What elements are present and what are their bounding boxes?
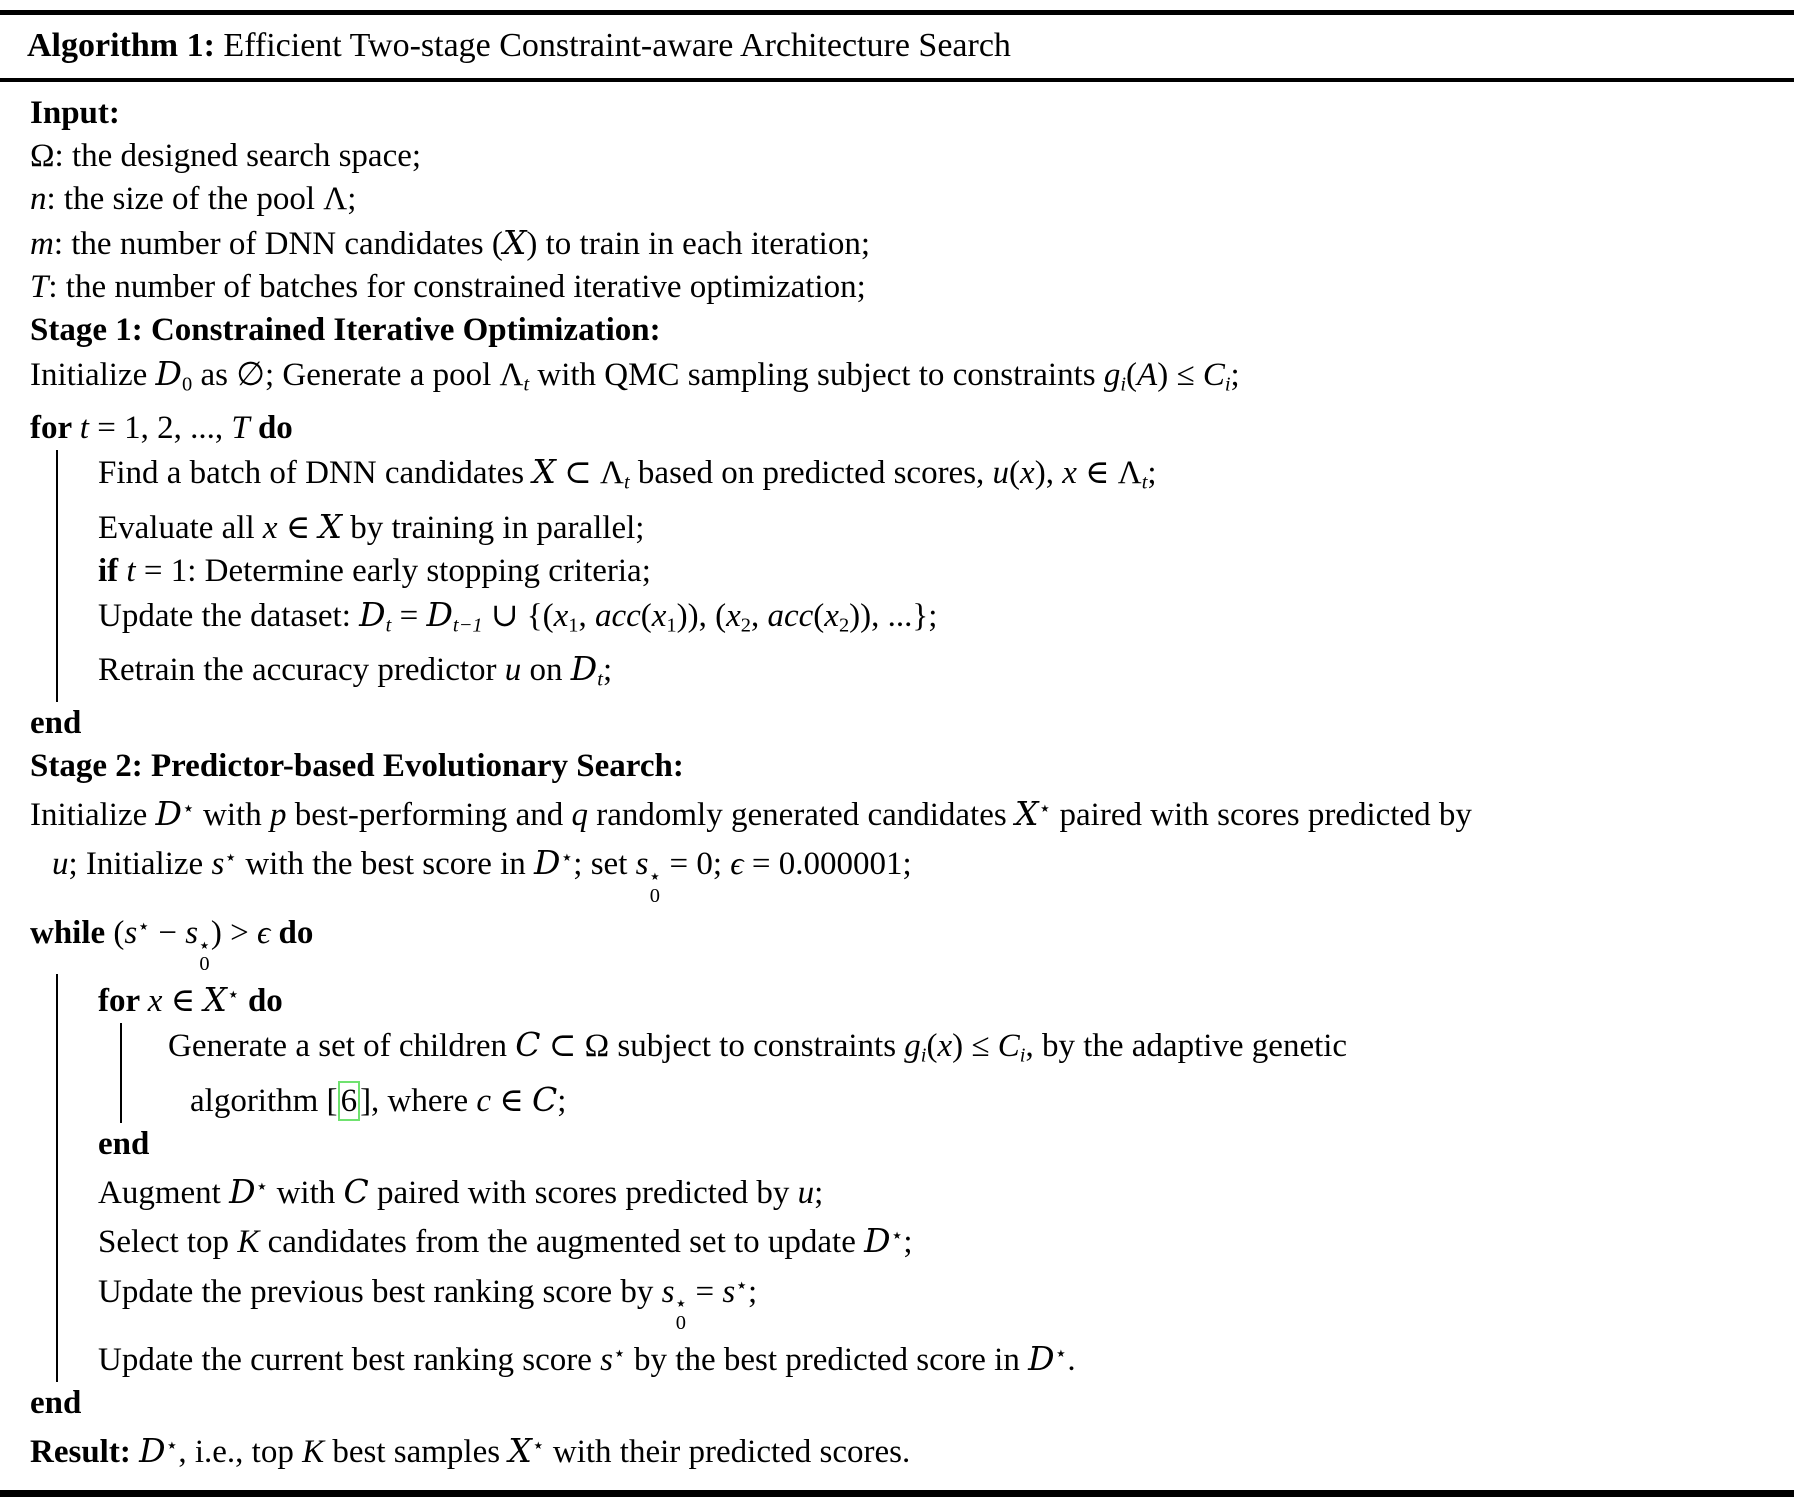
line-text: t	[597, 669, 603, 692]
line-text: ∈	[162, 983, 204, 1020]
line-text: 1	[568, 614, 579, 637]
line-text: p	[269, 797, 287, 834]
algorithm-line	[30, 837, 1778, 905]
line-text: C	[515, 1025, 541, 1065]
line-text: candidates from the augmented set to update	[259, 1224, 865, 1261]
line-text: ) to train in each iteration;	[526, 226, 870, 263]
line-text: ⋆	[1038, 798, 1052, 821]
line-text: X	[203, 980, 227, 1020]
line-text: Augment	[98, 1175, 230, 1212]
line-text: i	[1120, 373, 1127, 396]
loop-body-block	[56, 974, 1778, 1382]
algorithm-line	[30, 407, 1778, 450]
line-text: ∈	[491, 1083, 533, 1120]
line-text: Update the dataset:	[98, 597, 360, 634]
line-text: t	[79, 409, 89, 446]
line-text: t	[385, 614, 392, 637]
line-text: , i.e., top	[178, 1434, 303, 1471]
algorithm-line	[30, 1382, 1778, 1425]
line-text: s	[600, 1342, 613, 1379]
sup-sub-stack: ⋆ 0	[648, 866, 662, 907]
algorithm-line	[30, 352, 1778, 407]
line-text: g	[1103, 357, 1121, 394]
line-text: ϵ	[730, 846, 744, 883]
keyword-text: end	[30, 1385, 82, 1422]
line-text: =	[687, 1273, 723, 1310]
sup-sub-stack: ⋆ 0	[674, 1293, 688, 1335]
algorithm-line	[30, 221, 1778, 266]
algorithm-line	[98, 550, 1778, 593]
line-text: s	[722, 1273, 736, 1310]
line-text: 2	[740, 614, 751, 637]
line-text: K	[302, 1434, 325, 1471]
line-text: acc	[767, 597, 814, 634]
loop-body-block	[56, 450, 1778, 702]
algorithm-line	[30, 788, 1778, 837]
line-text: best samples	[324, 1434, 509, 1471]
line-text: Update the current best ranking score	[98, 1342, 601, 1379]
line-text: ⋆	[226, 984, 240, 1007]
algorithm-number: Algorithm 1:	[27, 27, 215, 64]
line-text: g	[904, 1028, 921, 1065]
line-text: (	[926, 1028, 938, 1065]
line-text: ;	[748, 1273, 758, 1310]
line-text: x	[262, 509, 278, 546]
line-text: Find a batch of DNN candidates	[98, 454, 533, 491]
line-text: m	[30, 226, 54, 263]
line-text: c	[476, 1083, 492, 1120]
line-text: x	[1020, 454, 1035, 491]
line-text: with QMC sampling subject to constraints	[529, 357, 1104, 394]
algorithm-title	[0, 15, 1794, 82]
line-text: )), (	[676, 597, 727, 634]
algorithm-line	[98, 593, 1778, 648]
line-text: Retrain the accuracy predictor	[98, 652, 505, 689]
line-text: with	[194, 797, 270, 834]
algorithm-line	[30, 266, 1778, 309]
algorithm-line	[98, 1123, 1778, 1166]
line-text: = 1: Determine early stopping criteria;	[135, 552, 651, 589]
line-text: 0	[182, 373, 193, 396]
line-text: t	[523, 373, 530, 396]
algorithm-line	[168, 1078, 1778, 1123]
line-text: q	[571, 797, 588, 834]
line-text: i	[1224, 373, 1231, 396]
line-text: ;	[903, 1224, 913, 1261]
line-text: ⋆	[137, 915, 151, 938]
line-text: .	[1067, 1342, 1076, 1379]
line-text: paired with scores predicted by	[1051, 797, 1472, 834]
line-text: D	[570, 649, 598, 689]
line-text: (	[1126, 357, 1138, 394]
line-text: ; Initialize	[68, 846, 212, 883]
line-text: t	[1141, 471, 1148, 494]
line-text: ; set	[573, 846, 636, 883]
algorithm-line	[30, 92, 1778, 135]
line-text: randomly generated candidates	[587, 797, 1015, 834]
line-text: ∈	[277, 509, 319, 546]
line-text: T	[30, 269, 49, 306]
line-text: ,	[750, 597, 768, 634]
line-text: x	[553, 597, 569, 634]
line-text: with the best score in	[237, 846, 535, 883]
line-text: ⊂ Λ	[555, 454, 624, 491]
line-text: (	[640, 597, 652, 634]
line-text: Ω: the designed search space;	[30, 138, 422, 175]
line-text: : the number of batches for constrained iterative optimization;	[48, 269, 866, 306]
line-text: i	[920, 1045, 927, 1068]
line-text: 2	[838, 614, 850, 637]
line-text: ;	[1147, 454, 1157, 491]
algorithm-line	[30, 906, 1778, 974]
line-text: x	[147, 983, 163, 1020]
line-text: x	[651, 597, 667, 634]
line-text: X	[1014, 794, 1039, 834]
line-text: ) ≤	[1157, 357, 1203, 394]
line-text: : the number of DNN candidates (	[53, 226, 503, 263]
line-text: ⋆	[531, 1435, 545, 1458]
algorithm-line	[30, 309, 1778, 352]
line-text: (	[813, 597, 825, 634]
algorithm-line	[168, 1023, 1778, 1078]
line-text: x	[726, 597, 741, 634]
algorithm-line	[98, 647, 1778, 702]
line-text: D	[426, 594, 453, 634]
line-text: ∈ Λ	[1076, 454, 1142, 491]
line-text: s	[124, 915, 138, 951]
line-text: ) >	[210, 915, 257, 951]
line-text: best-performing and	[286, 797, 572, 834]
keyword-text: Stage 1: Constrained Iterative Optimization:	[30, 312, 661, 349]
line-text: based on predicted scores,	[629, 454, 993, 491]
line-text: Select top	[98, 1224, 238, 1261]
line-text: u	[52, 846, 69, 883]
line-text: C	[1202, 357, 1225, 394]
line-text: D	[534, 843, 561, 883]
line-text: with their predicted scores.	[544, 1434, 911, 1471]
line-text: T	[231, 409, 250, 446]
line-text: ;	[814, 1175, 824, 1212]
line-text: ⋆	[735, 1274, 749, 1297]
line-text: Initialize	[30, 797, 156, 834]
keyword-text: do	[278, 915, 314, 951]
line-text: x	[824, 597, 839, 634]
line-text: x	[1062, 454, 1077, 491]
line-text: X	[502, 223, 527, 263]
line-text: t	[623, 471, 630, 494]
line-text: C	[343, 1172, 369, 1212]
line-text: = 0.000001;	[743, 846, 912, 883]
line-text: i	[1019, 1045, 1026, 1068]
line-text: ⋆	[255, 1176, 269, 1199]
line-text: D	[155, 354, 182, 394]
line-text: C	[532, 1080, 558, 1120]
line-text: ⋆	[612, 1343, 626, 1365]
line-text: on	[521, 652, 571, 689]
line-text: D	[359, 594, 386, 634]
line-text: A	[1137, 357, 1158, 394]
line-text: (	[113, 915, 125, 951]
line-text: acc	[594, 597, 641, 634]
line-text: )), ...};	[849, 597, 938, 634]
line-text: Generate a set of children	[168, 1028, 516, 1065]
algorithm-box	[0, 10, 1794, 1497]
line-text: s	[635, 846, 649, 883]
algorithm-line	[30, 135, 1778, 178]
line-text: = 0;	[661, 846, 731, 883]
line-text: ) ≤	[952, 1028, 998, 1065]
line-text: t−1	[452, 614, 483, 637]
line-text: D	[229, 1172, 256, 1212]
citation-link[interactable]: 6	[338, 1081, 361, 1121]
line-text: ⋆	[182, 798, 195, 821]
line-text: ,	[578, 597, 595, 634]
line-text: by the best predicted score in	[625, 1342, 1029, 1379]
keyword-text: for	[30, 409, 80, 446]
line-text: =	[391, 597, 427, 634]
line-text: ⋆	[165, 1435, 179, 1458]
line-text	[240, 983, 248, 1019]
line-text: u	[992, 454, 1010, 491]
line-text: : the size of the pool Λ;	[46, 181, 357, 218]
line-text: ], where	[360, 1083, 477, 1120]
line-text: X	[532, 451, 556, 491]
line-text: ),	[1034, 454, 1063, 491]
line-text: D	[155, 794, 182, 834]
line-text: s	[185, 915, 199, 951]
keyword-text: while	[30, 915, 114, 951]
line-text: D	[864, 1221, 891, 1261]
sup-sub-stack: ⋆ 0	[198, 934, 211, 976]
algorithm-title-text: Efficient Two-stage Constraint-aware Architecture Search	[214, 27, 1011, 64]
line-text: K	[237, 1224, 260, 1261]
algorithm-line	[98, 1265, 1778, 1333]
line-text: D	[1028, 1339, 1055, 1379]
algorithm-line	[98, 1215, 1778, 1264]
keyword-text: end	[98, 1126, 150, 1163]
algorithm-line	[30, 178, 1778, 221]
algorithm-line	[30, 702, 1778, 745]
line-text: D	[139, 1431, 166, 1471]
line-text: ;	[1230, 357, 1240, 394]
line-text: u	[797, 1175, 815, 1212]
line-text: (	[1009, 454, 1021, 491]
algorithm-line	[98, 974, 1778, 1023]
keyword-text: do	[257, 409, 293, 446]
keyword-text: Stage 2: Predictor-based Evolutionary Search:	[30, 748, 684, 785]
line-text: s	[661, 1273, 675, 1310]
line-text: ϵ	[256, 915, 271, 951]
line-text: X	[318, 506, 343, 546]
line-text: as ∅; Generate a pool Λ	[192, 357, 524, 394]
line-text: ⋆	[1054, 1343, 1068, 1365]
line-text: paired with scores predicted by	[368, 1175, 798, 1212]
algorithm-line	[98, 505, 1778, 550]
line-text: with	[268, 1175, 344, 1212]
line-text: u	[504, 652, 522, 689]
line-text: ;	[557, 1083, 567, 1120]
line-text	[250, 410, 258, 446]
line-text: 1	[666, 614, 677, 637]
line-text: ;	[602, 652, 613, 689]
keyword-text: for	[98, 983, 148, 1020]
line-text: ⊂ Ω subject to constraints	[540, 1028, 905, 1065]
algorithm-line	[30, 1425, 1778, 1474]
line-text: Initialize	[30, 357, 156, 394]
line-text: X	[508, 1431, 532, 1471]
line-text: Update the previous best ranking score by	[98, 1273, 662, 1310]
line-text: = 1, 2, ...,	[88, 409, 232, 446]
algorithm-line	[98, 1166, 1778, 1215]
line-text: ⋆	[224, 847, 238, 870]
line-text: t	[126, 552, 136, 589]
keyword-text: Result:	[30, 1434, 140, 1471]
algorithm-body	[0, 82, 1794, 1490]
keyword-text: do	[247, 983, 283, 1020]
keyword-text: Input:	[30, 95, 120, 132]
line-text: ⋆	[560, 847, 574, 870]
algorithm-line	[98, 1333, 1778, 1382]
line-text: s	[211, 846, 225, 883]
line-text: by training in parallel;	[342, 509, 645, 546]
keyword-text: if	[98, 552, 127, 589]
line-text: x	[937, 1028, 953, 1065]
algorithm-line	[98, 450, 1778, 505]
line-text: algorithm [	[190, 1083, 338, 1120]
loop-body-block	[120, 1023, 1778, 1123]
algorithm-line	[30, 745, 1778, 788]
line-text: ⋆	[890, 1225, 904, 1248]
keyword-text: end	[30, 705, 82, 742]
line-text: Evaluate all	[98, 509, 263, 546]
line-text: ∪ {(	[482, 597, 554, 634]
line-text: n	[30, 181, 47, 218]
line-text: , by the adaptive genetic	[1025, 1028, 1348, 1065]
line-text: −	[150, 915, 186, 951]
line-text: C	[997, 1028, 1020, 1065]
